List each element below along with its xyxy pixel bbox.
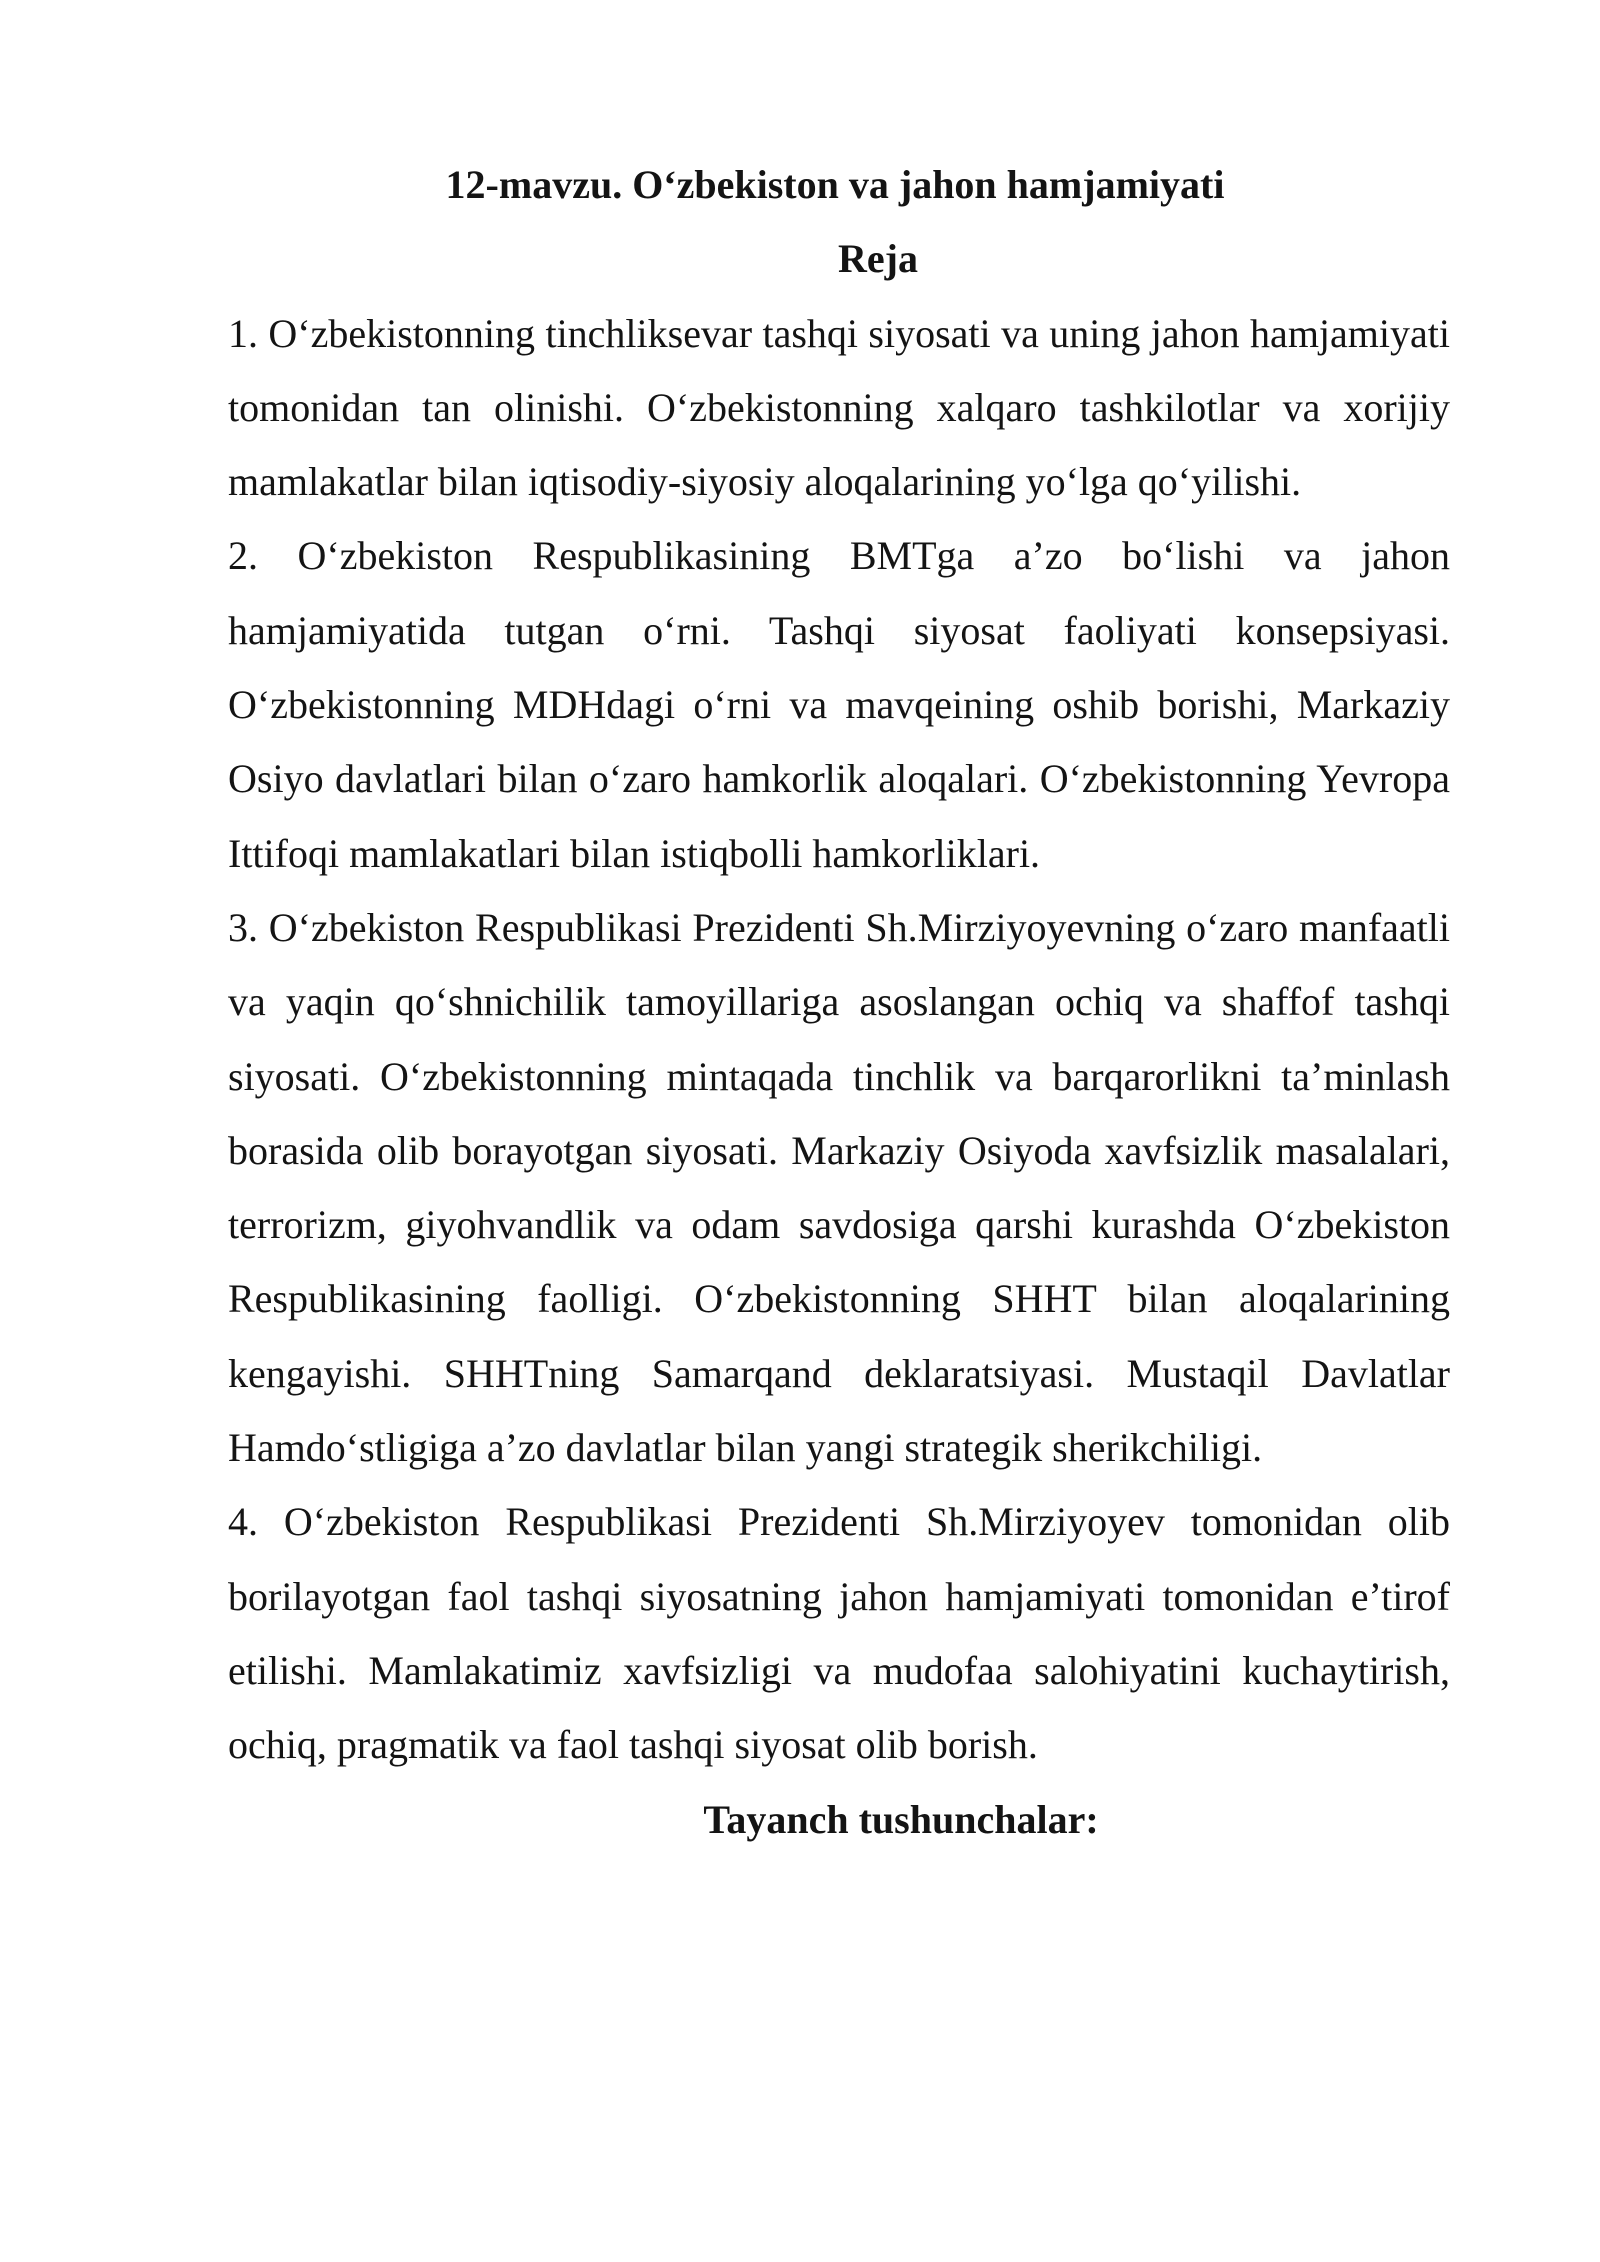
plan-item-2: 2. O‘zbekiston Respublikasining BMTga a’zo bo‘lishi va jahon hamjamiyatida tutgan o‘rni. Tashqi siyosat faoliyati konsepsiyasi. O‘zbekistonning MDHdagi o‘rni va mavqeining oshib borishi, Markaziy Osiyo davlatlari bilan o‘zaro hamkorlik aloqalari. O‘zbekistonning Yevropa Ittifoqi mamlakatlari bilan istiqbolli hamkorliklari. (228, 533, 1450, 876)
plan-heading: Reja (838, 236, 918, 282)
plan-item-4: 4. O‘zbekiston Respublikasi Prezidenti Sh.Mirziyoyev tomonidan olib borilayotgan faol tashqi siyosatning jahon hamjamiyati tomonidan e’tirof etilishi. Mamlakatimiz xavfsizligi va mudofaa salohiyatini kuchaytirish, ochiq, pragmatik va faol tashqi siyosat olib borish. (228, 1499, 1450, 1768)
document-title: 12-mavzu. O‘zbekiston va jahon hamjamiyati (445, 162, 1225, 207)
plan-item-1: 1. O‘zbekistonning tinchliksevar tashqi siyosati va uning jahon hamjamiyati tomonidan tan olinishi. O‘zbekistonning xalqaro tashkilotlar va xorijiy mamlakatlar bilan iqtisodiy-siyosiy aloqalarining yo‘lga qo‘yilishi. (228, 310, 1450, 505)
document-page (228, 148, 1450, 1857)
key-concepts-heading: Tayanch tushunchalar: (703, 1796, 1099, 1842)
plan-item-3: 3. O‘zbekiston Respublikasi Prezidenti Sh.Mirziyoyevning o‘zaro manfaatli va yaqin qo‘shnichilik tamoyillariga asoslangan ochiq va shaffof tashqi siyosati. O‘zbekistonning mintaqada tinchlik va barqarorlikni ta’minlash borasida olib borayotgan siyosati. Markaziy Osiyoda xavfsizlik masalalari, terrorizm, giyohvandlik va odam savdosiga qarshi kurashda O‘zbekiston Respublikasining faolligi. O‘zbekistonning SHHT bilan aloqalarining kengayishi. SHHTning Samarqand deklaratsiyasi. Mustaqil Davlatlar Hamdo‘stligiga a’zo davlatlar bilan yangi strategik sherikchiligi. (228, 904, 1450, 1471)
